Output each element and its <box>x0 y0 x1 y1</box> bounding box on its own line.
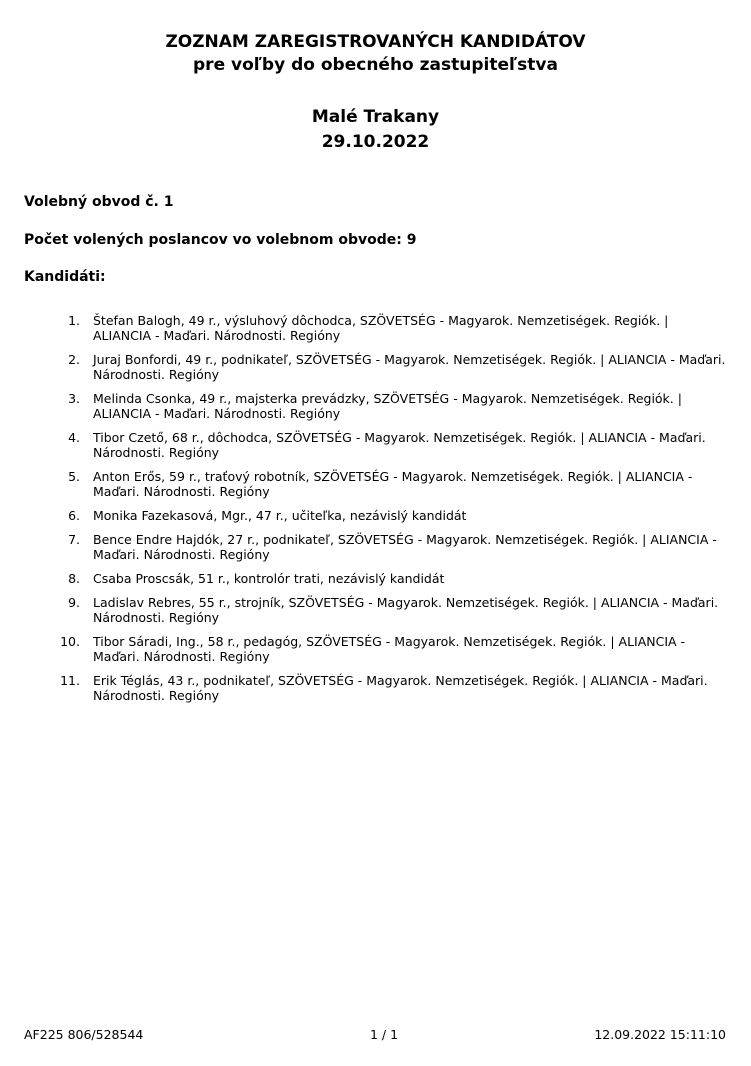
candidate-item <box>0 430 751 460</box>
candidate-number: 10. <box>60 634 80 649</box>
candidate-number: 8. <box>68 571 80 586</box>
candidate-number: 2. <box>68 352 80 367</box>
candidate-text: Bence Endre Hajdók, 27 r., podnikateľ, SZÖVETSÉG - Magyarok. Nemzetiségek. Regiók. | ALIANCIA - Maďari. Národnosti. Regióny <box>93 532 717 562</box>
candidate-text: Melinda Csonka, 49 r., majsterka prevádzky, SZÖVETSÉG - Magyarok. Nemzetiségek. Regiók. | ALIANCIA - Maďari. Národnosti. Regióny <box>93 391 682 421</box>
candidate-item <box>0 469 751 499</box>
candidate-number: 11. <box>60 673 80 688</box>
candidate-number: 5. <box>68 469 80 484</box>
candidate-item <box>0 532 751 562</box>
candidate-item <box>0 673 751 703</box>
candidate-number: 1. <box>68 313 80 328</box>
candidate-number: 3. <box>68 391 80 406</box>
candidate-item <box>0 391 751 421</box>
candidate-text: Anton Erős, 59 r., traťový robotník, SZÖVETSÉG - Magyarok. Nemzetiségek. Regiók. | ALIANCIA - Maďari. Národnosti. Regióny <box>93 469 693 499</box>
candidate-text: Tibor Sáradi, Ing., 58 r., pedagóg, SZÖVETSÉG - Magyarok. Nemzetiségek. Regiók. | ALIANCIA - Maďari. Národnosti. Regióny <box>93 634 686 664</box>
document-subtitle: pre voľby do obecného zastupiteľstva <box>193 55 558 75</box>
election-date: 29.10.2022 <box>321 132 430 152</box>
candidate-text: Štefan Balogh, 49 r., výsluhový dôchodca, SZÖVETSÉG - Magyarok. Nemzetiségek. Regiók. | ALIANCIA - Maďari. Národnosti. Regióny <box>93 313 669 343</box>
candidate-text: Monika Fazekasová, Mgr., 47 r., učiteľka, nezávislý kandidát <box>93 508 467 523</box>
candidate-item <box>0 313 751 343</box>
print-timestamp: 12.09.2022 15:11:10 <box>594 1027 726 1042</box>
candidate-item <box>0 634 751 664</box>
candidate-text: Csaba Proscsák, 51 r., kontrolór trati, nezávislý kandidát <box>93 571 445 586</box>
document-code: AF225 806/528544 <box>24 1027 144 1042</box>
candidate-list <box>0 313 751 712</box>
candidates-heading: Kandidáti: <box>24 269 106 285</box>
candidate-number: 6. <box>68 508 80 523</box>
seats-count: Počet volených poslancov vo volebnom obvode: 9 <box>24 232 417 248</box>
candidate-item <box>0 352 751 382</box>
candidate-text: Erik Téglás, 43 r., podnikateľ, SZÖVETSÉG - Magyarok. Nemzetiségek. Regiók. | ALIANCIA - Maďari. Národnosti. Regióny <box>93 673 708 703</box>
municipality-name: Malé Trakany <box>311 107 440 127</box>
candidate-item <box>0 595 751 625</box>
candidate-number: 4. <box>68 430 80 445</box>
candidate-number: 9. <box>68 595 80 610</box>
candidate-text: Juraj Bonfordi, 49 r., podnikateľ, SZÖVETSÉG - Magyarok. Nemzetiségek. Regiók. | ALIANCIA - Maďari. Národnosti. Regióny <box>93 352 726 382</box>
electoral-district: Volebný obvod č. 1 <box>24 194 174 210</box>
document-title: ZOZNAM ZAREGISTROVANÝCH KANDIDÁTOV <box>165 32 586 52</box>
candidate-text: Ladislav Rebres, 55 r., strojník, SZÖVETSÉG - Magyarok. Nemzetiségek. Regiók. | ALIANCIA - Maďari. Národnosti. Regióny <box>93 595 719 625</box>
candidate-item <box>0 571 751 586</box>
candidate-number: 7. <box>68 532 80 547</box>
candidate-item <box>0 508 751 523</box>
page-number: 1 / 1 <box>369 1027 399 1042</box>
candidate-text: Tibor Czető, 68 r., dôchodca, SZÖVETSÉG - Magyarok. Nemzetiségek. Regiók. | ALIANCIA - Maďari. Národnosti. Regióny <box>93 430 706 460</box>
